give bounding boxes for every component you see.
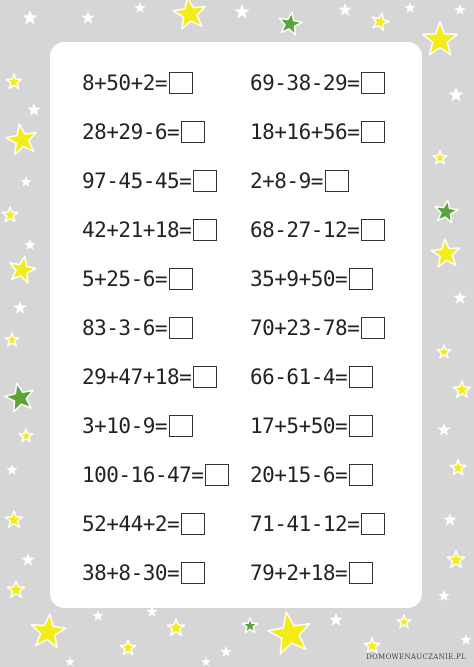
equation-row [82, 499, 229, 548]
equation-expression: 20+15-6= [250, 462, 348, 487]
star-icon [2, 207, 17, 222]
answer-box[interactable] [169, 317, 193, 339]
star-icon [92, 610, 103, 621]
equation-expression: 83-3-6= [82, 315, 168, 340]
equation-row [250, 58, 385, 107]
answer-box[interactable] [193, 170, 217, 192]
star-icon [433, 151, 446, 164]
star-icon [220, 646, 231, 657]
star-icon [453, 291, 466, 304]
equation-row [250, 156, 385, 205]
answer-box[interactable] [361, 317, 385, 339]
equation-row [250, 401, 385, 450]
star-icon [21, 553, 34, 566]
star-icon [19, 429, 32, 442]
answer-box[interactable] [169, 268, 193, 290]
answer-box[interactable] [205, 464, 229, 486]
left-column [82, 58, 229, 597]
star-icon [5, 383, 33, 411]
equation-expression: 18+16+56= [250, 119, 360, 144]
equation-row [82, 450, 229, 499]
star-icon [6, 74, 21, 89]
equation-expression: 70+23-78= [250, 315, 360, 340]
equation-expression: 69-38-29= [250, 70, 360, 95]
equation-expression: 100-16-47= [82, 462, 204, 487]
equation-expression: 71-41-12= [250, 511, 360, 536]
answer-box[interactable] [181, 562, 205, 584]
star-icon [329, 613, 342, 626]
star-icon [397, 615, 410, 628]
star-icon [6, 124, 36, 154]
equation-row [250, 254, 385, 303]
star-icon [5, 511, 22, 527]
equation-expression: 79+2+18= [250, 560, 348, 585]
equation-row [82, 352, 229, 401]
answer-box[interactable] [181, 513, 205, 535]
star-icon [234, 4, 249, 19]
answer-box[interactable] [193, 366, 217, 388]
equation-row [250, 303, 385, 352]
star-icon [22, 10, 37, 25]
star-icon [201, 657, 211, 666]
equation-expression: 3+10-9= [82, 413, 168, 438]
star-icon [431, 239, 459, 267]
answer-box[interactable] [349, 562, 373, 584]
equation-row [82, 58, 229, 107]
equation-row [82, 205, 229, 254]
equation-expression: 38+8-30= [82, 560, 180, 585]
star-icon [279, 12, 302, 35]
answer-box[interactable] [349, 268, 373, 290]
answer-box[interactable] [361, 513, 385, 535]
watermark: DOMOWENAUCZANIE.PL [366, 653, 466, 661]
equation-expression: 66-61-4= [250, 364, 348, 389]
answer-box[interactable] [325, 170, 349, 192]
star-icon [453, 381, 470, 397]
star-icon [5, 333, 18, 346]
star-icon [404, 2, 415, 13]
star-icon [120, 640, 135, 655]
equation-expression: 17+5+50= [250, 413, 348, 438]
star-icon [364, 638, 379, 653]
answer-box[interactable] [361, 219, 385, 241]
star-icon [448, 87, 463, 102]
equation-row [250, 499, 385, 548]
right-column [250, 58, 385, 597]
answer-box[interactable] [169, 72, 193, 94]
star-icon [134, 2, 145, 13]
answer-box[interactable] [169, 415, 193, 437]
equation-expression: 97-45-45= [82, 168, 192, 193]
equation-row [82, 156, 229, 205]
star-icon [438, 590, 449, 601]
star-icon [13, 301, 26, 314]
star-icon [437, 345, 450, 358]
equation-expression: 35+9+50= [250, 266, 348, 291]
equation-row [250, 352, 385, 401]
star-icon [32, 614, 66, 648]
equation-expression: 8+50+2= [82, 70, 168, 95]
star-icon [10, 256, 36, 283]
answer-box[interactable] [361, 72, 385, 94]
equation-row [82, 548, 229, 597]
star-icon [447, 551, 464, 567]
answer-box[interactable] [349, 464, 373, 486]
star-icon [7, 581, 24, 597]
equation-expression: 29+47+18= [82, 364, 192, 389]
star-icon [454, 4, 465, 15]
star-icon [242, 618, 257, 633]
star-icon [435, 200, 458, 223]
equation-row [250, 548, 385, 597]
answer-box[interactable] [193, 219, 217, 241]
star-icon [423, 22, 457, 55]
answer-box[interactable] [181, 121, 205, 143]
star-icon [450, 460, 465, 475]
equation-expression: 5+25-6= [82, 266, 168, 291]
worksheet-sheet [50, 42, 422, 608]
star-icon [460, 634, 471, 645]
equation-expression: 42+21+18= [82, 217, 192, 242]
star-icon [167, 619, 184, 635]
star-icon [24, 239, 35, 250]
equation-row [250, 107, 385, 156]
equation-row [82, 303, 229, 352]
star-icon [373, 13, 390, 30]
equation-row [82, 401, 229, 450]
star-icon [443, 513, 456, 526]
equation-expression: 52+44+2= [82, 511, 180, 536]
star-icon [268, 612, 309, 654]
star-icon [20, 176, 31, 187]
star-icon [81, 11, 94, 24]
answer-box[interactable] [349, 415, 373, 437]
equation-row [82, 254, 229, 303]
answer-box[interactable] [361, 121, 385, 143]
equation-row [82, 107, 229, 156]
star-icon [338, 3, 351, 16]
star-icon [27, 103, 40, 116]
equation-expression: 28+29-6= [82, 119, 180, 144]
answer-box[interactable] [349, 366, 373, 388]
equation-expression: 2+8-9= [250, 168, 323, 193]
star-icon [65, 657, 75, 666]
equation-row [250, 450, 385, 499]
star-icon [173, 0, 205, 29]
star-icon [6, 464, 17, 475]
star-icon [437, 423, 450, 436]
equation-row [250, 205, 385, 254]
equation-expression: 68-27-12= [250, 217, 360, 242]
